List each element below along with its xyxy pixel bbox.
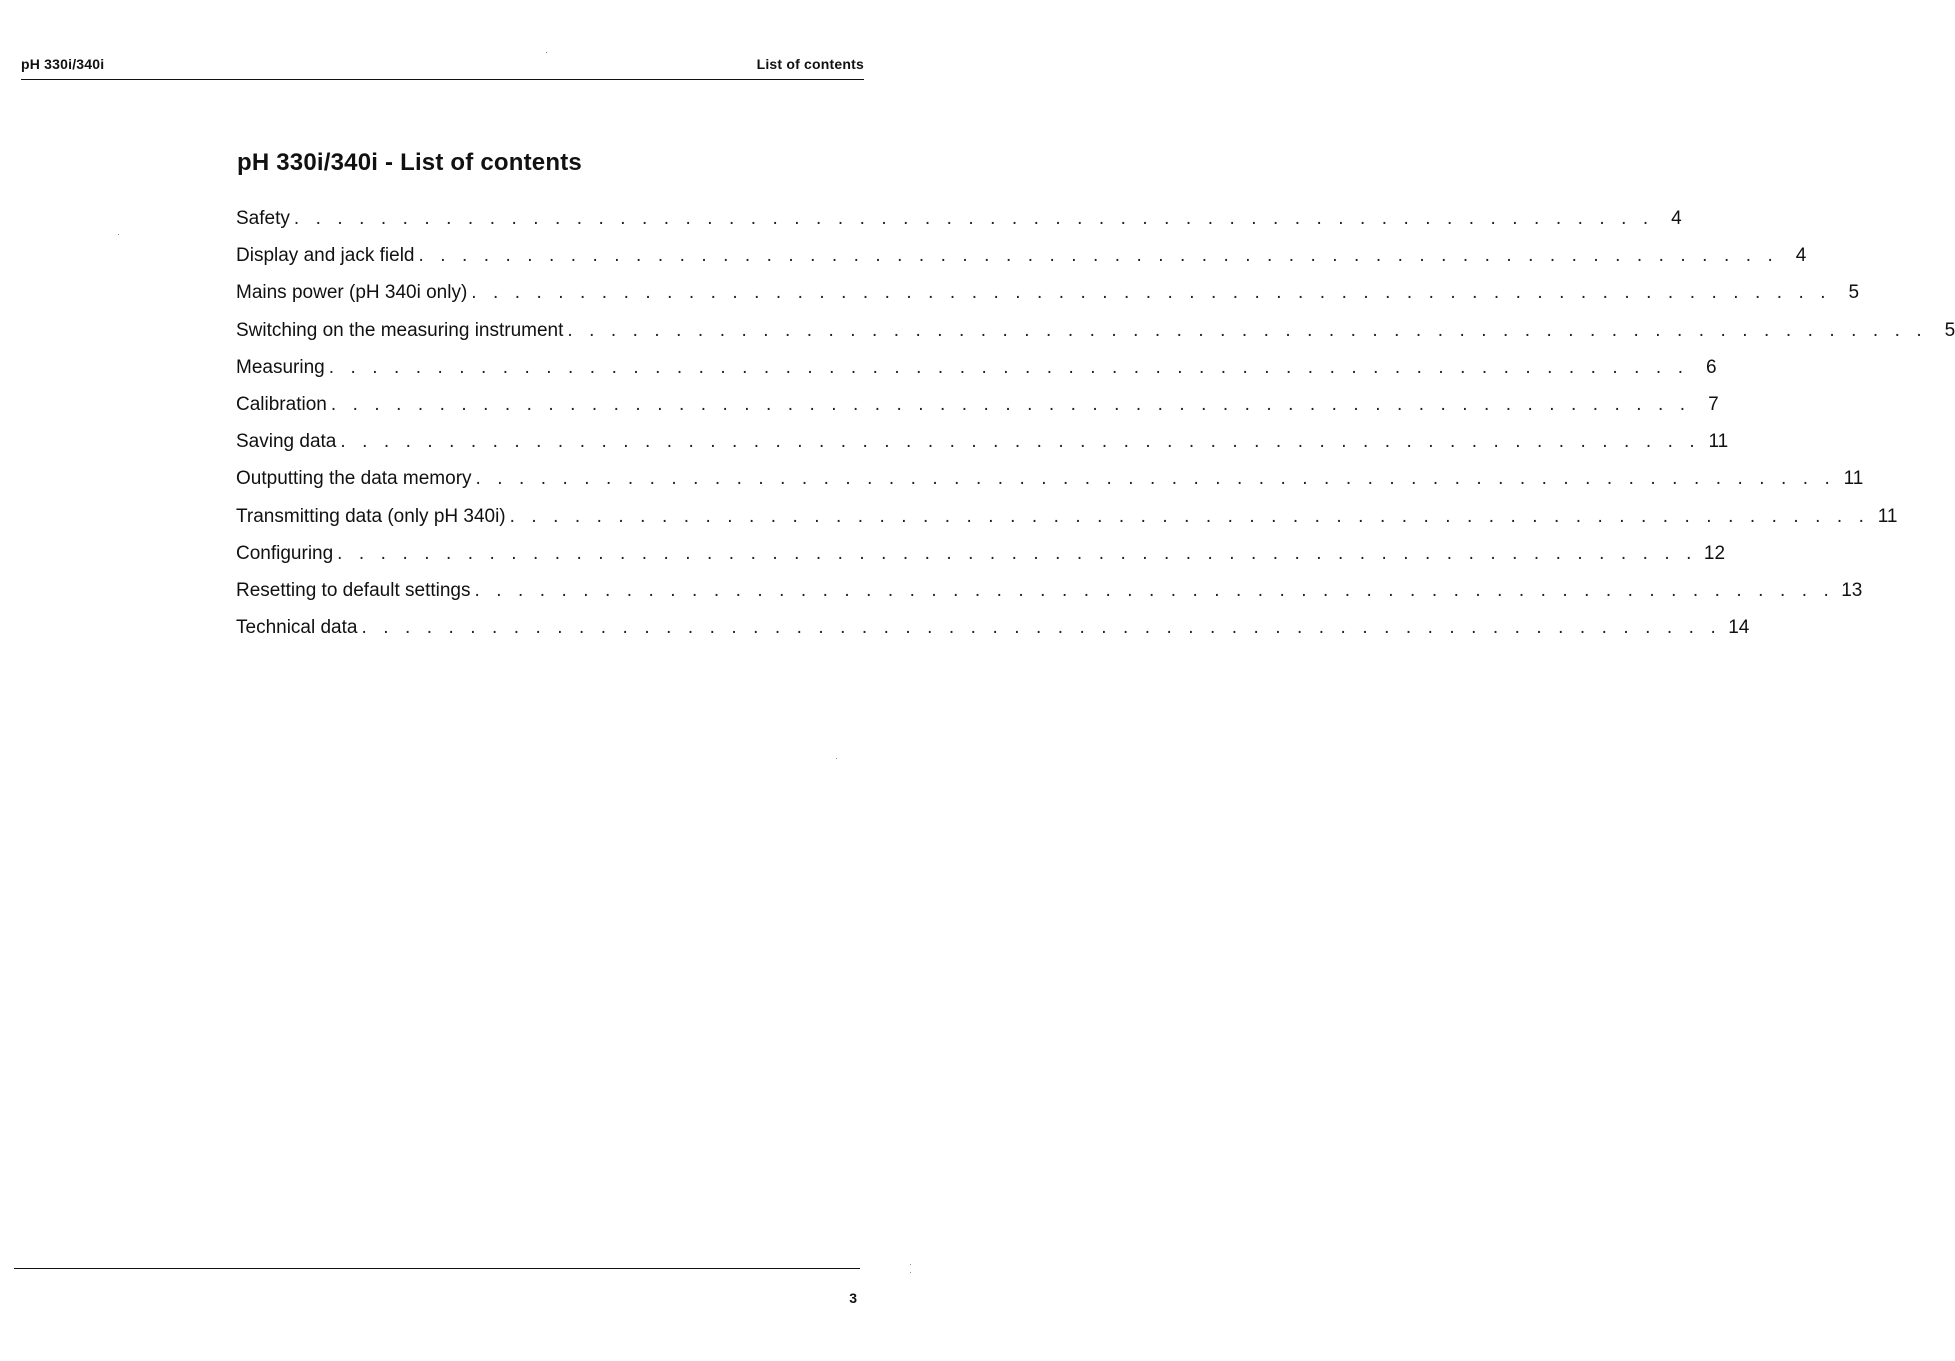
toc-entry-resetting-defaults[interactable] bbox=[236, 579, 1863, 617]
scan-speck bbox=[836, 758, 837, 759]
toc-entry-page: 7 bbox=[1708, 393, 1719, 415]
toc-entry-label: Resetting to default settings bbox=[236, 579, 471, 601]
toc-entry-page: 13 bbox=[1841, 579, 1863, 601]
toc-entry-label: Display and jack field bbox=[236, 245, 415, 267]
table-of-contents bbox=[236, 208, 1955, 654]
toc-entry-page: 14 bbox=[1728, 617, 1750, 639]
dot-leader: . . . . . . . . . . . . . . . . . . . . . . . . . . . . . . . . . . . . . . . . . . . . . . . . . . . . . . . . . . . . . . . bbox=[509, 505, 1870, 527]
toc-entry-label: Outputting the data memory bbox=[236, 468, 472, 490]
toc-entry-page: 6 bbox=[1706, 356, 1717, 378]
footer-rule bbox=[14, 1268, 860, 1269]
running-header-right: List of contents bbox=[756, 56, 864, 72]
dot-leader: . . . . . . . . . . . . . . . . . . . . . . . . . . . . . . . . . . . . . . . . . . . . . . . . . . . . . . . . . . . . . . . bbox=[293, 208, 1654, 229]
toc-entry-label: Switching on the measuring instrument bbox=[236, 319, 564, 341]
toc-entry-label: Saving data bbox=[236, 431, 337, 453]
toc-entry-page: 12 bbox=[1703, 542, 1726, 564]
dot-leader: . . . . . . . . . . . . . . . . . . . . . . . . . . . . . . . . . . . . . . . . . . . . . . . . . . . . . . . . . . . . . . . bbox=[340, 431, 1701, 453]
dot-leader: . . . . . . . . . . . . . . . . . . . . . . . . . . . . . . . . . . . . . . . . . . . . . . . . . . . . . . . . . . . . . . . bbox=[337, 542, 1698, 564]
header-rule bbox=[21, 79, 864, 80]
toc-entry-label: Technical data bbox=[236, 617, 358, 639]
toc-entry-label: Transmitting data (only pH 340i) bbox=[236, 505, 506, 527]
dot-leader: . . . . . . . . . . . . . . . . . . . . . . . . . . . . . . . . . . . . . . . . . . . . . . . . . . . . . . . . . . . . . . . bbox=[475, 468, 1836, 490]
dot-leader: . . . . . . . . . . . . . . . . . . . . . . . . . . . . . . . . . . . . . . . . . . . . . . . . . . . . . . . . . . . . . . . bbox=[474, 579, 1835, 601]
toc-entry-page: 11 bbox=[1843, 468, 1864, 490]
dot-leader: . . . . . . . . . . . . . . . . . . . . . . . . . . . . . . . . . . . . . . . . . . . . . . . . . . . . . . . . . . . . . . . bbox=[471, 282, 1832, 304]
toc-entry-saving-data[interactable] bbox=[236, 431, 1729, 468]
scan-speck bbox=[118, 234, 119, 235]
toc-entry-page: 5 bbox=[1944, 319, 1955, 341]
scan-speck bbox=[910, 1264, 911, 1265]
toc-entry-display-and-jack-field[interactable] bbox=[236, 245, 1807, 282]
dot-leader: . . . . . . . . . . . . . . . . . . . . . . . . . . . . . . . . . . . . . . . . . . . . . . . . . . . . . . . . . . . . . . . bbox=[328, 356, 1689, 378]
toc-entry-switching-on[interactable] bbox=[236, 319, 1955, 357]
toc-entry-page: 5 bbox=[1848, 282, 1860, 304]
toc-entry-measuring[interactable] bbox=[236, 356, 1717, 394]
toc-entry-label: Safety bbox=[236, 208, 290, 229]
toc-entry-configuring[interactable] bbox=[236, 542, 1726, 580]
page-number: 3 bbox=[849, 1290, 857, 1306]
toc-entry-page: 11 bbox=[1708, 431, 1729, 453]
toc-entry-calibration[interactable] bbox=[236, 393, 1719, 431]
dot-leader: . . . . . . . . . . . . . . . . . . . . . . . . . . . . . . . . . . . . . . . . . . . . . . . . . . . . . . . . . . . . . . . bbox=[567, 319, 1928, 341]
toc-entry-page: 4 bbox=[1795, 245, 1807, 267]
scan-speck bbox=[546, 52, 547, 53]
dot-leader: . . . . . . . . . . . . . . . . . . . . . . . . . . . . . . . . . . . . . . . . . . . . . . . . . . . . . . . . . . . . . . . bbox=[418, 245, 1779, 267]
toc-entry-label: Configuring bbox=[236, 542, 334, 564]
toc-entry-safety[interactable] bbox=[236, 208, 1682, 245]
scan-speck bbox=[910, 1272, 911, 1273]
dot-leader: . . . . . . . . . . . . . . . . . . . . . . . . . . . . . . . . . . . . . . . . . . . . . . . . . . . . . . . . . . . . . . . bbox=[330, 393, 1691, 415]
toc-entry-outputting-data-memory[interactable] bbox=[236, 468, 1864, 505]
toc-entry-transmitting-data[interactable] bbox=[236, 505, 1898, 543]
toc-entry-mains-power[interactable] bbox=[236, 282, 1860, 319]
toc-entry-label: Mains power (pH 340i only) bbox=[236, 282, 468, 304]
toc-entry-page: 11 bbox=[1877, 505, 1898, 527]
toc-entry-technical-data[interactable] bbox=[236, 617, 1750, 654]
toc-entry-label: Measuring bbox=[236, 356, 325, 378]
dot-leader: . . . . . . . . . . . . . . . . . . . . . . . . . . . . . . . . . . . . . . . . . . . . . . . . . . . . . . . . . . . . . . . bbox=[361, 617, 1722, 639]
page-title: pH 330i/340i - List of contents bbox=[237, 149, 582, 176]
running-header-left: pH 330i/340i bbox=[21, 56, 105, 72]
toc-entry-page: 4 bbox=[1671, 208, 1682, 229]
toc-entry-label: Calibration bbox=[236, 393, 327, 415]
